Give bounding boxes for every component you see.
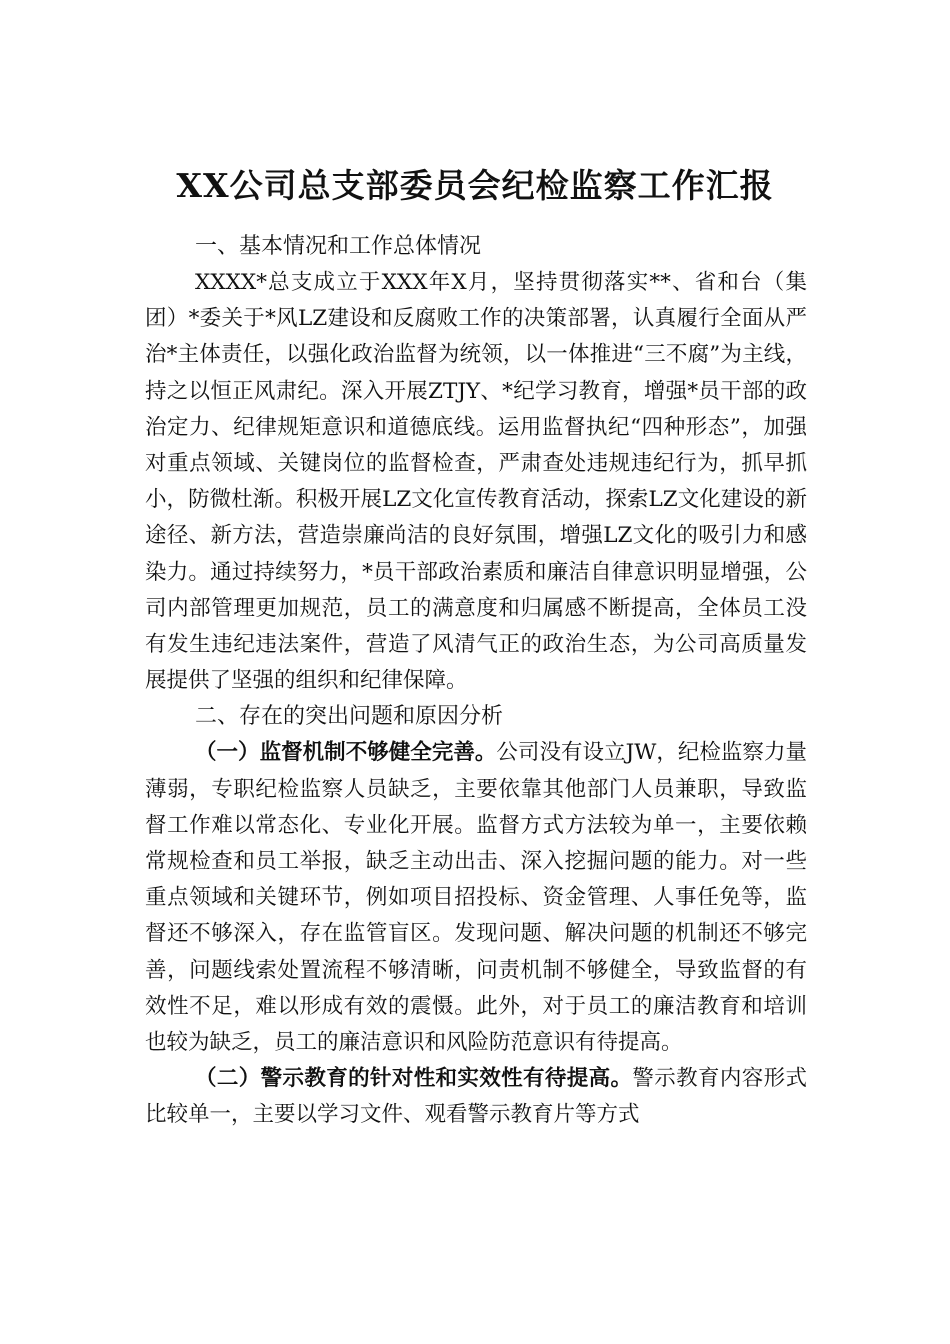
paragraph-text: 警示教育内容形式比较单一，主要以学习文件、观看警示教育片等方式 xyxy=(145,1066,807,1128)
document-body xyxy=(145,225,807,1134)
subsection-lead-2: （二）警示教育的针对性和实效性有待提高。 xyxy=(195,1066,633,1092)
section-2-paragraph-1 xyxy=(145,735,807,1061)
paragraph-text: XXXX*总支成立于XXX年X月，坚持贯彻落实**、省和台（集团）*委关于*风LZ建设和反腐败工作的决策部署，认真履行全面从严治*主体责任，以强化政治监督为统领，以一体推进“三不腐”为主线，持之以恒正风肃纪。深入开展ZTJY、*纪学习教育，增强*员干部的政治定力、纪律规矩意识和道德底线。运用监督执纪“四种形态”，加强对重点领域、关键岗位的监督检查，严肃查处违规违纪行为，抓早抓小，防微杜渐。积极开展LZ文化宣传教育活动，探索LZ文化建设的新途径、新方法，营造崇廉尚洁的良好氛围，增强LZ文化的吸引力和感染力。通过持续努力，*员干部政治素质和廉洁自律意识明显增强，公司内部管理更加规范，员工的满意度和归属感不断提高，全体员工没有发生违纪违法案件，营造了风清气正的政治生态，为公司高质量发展提供了坚强的组织和纪律保障。 xyxy=(145,270,807,694)
paragraph-text: 公司没有设立JW，纪检监察力量薄弱，专职纪检监察人员缺乏，主要依靠其他部门人员兼职，导致监督工作难以常态化、专业化开展。监督方式方法较为单一，主要依赖常规检查和员工举报，缺乏主动出击、深入挖掘问题的能力。对一些重点领域和关键环节，例如项目招投标、资金管理、人事任免等，监督还不够深入，存在监管盲区。发现问题、解决问题的机制还不够完善，问题线索处置流程不够清晰，问责机制不够健全，导致监督的有效性不足，难以形成有效的震慑。此外，对于员工的廉洁教育和培训也较为缺乏，员工的廉洁意识和风险防范意识有待提高。 xyxy=(145,740,807,1056)
section-heading-1: 一、基本情况和工作总体情况 xyxy=(195,234,482,259)
section-1-paragraph-1 xyxy=(145,265,807,699)
subsection-lead-1: （一）监督机制不够健全完善。 xyxy=(195,740,497,766)
section-heading-2: 二、存在的突出问题和原因分析 xyxy=(195,704,504,730)
document-title: XX公司总支部委员会纪检监察工作汇报 xyxy=(176,166,774,205)
section-2-paragraph-2 xyxy=(145,1061,807,1133)
